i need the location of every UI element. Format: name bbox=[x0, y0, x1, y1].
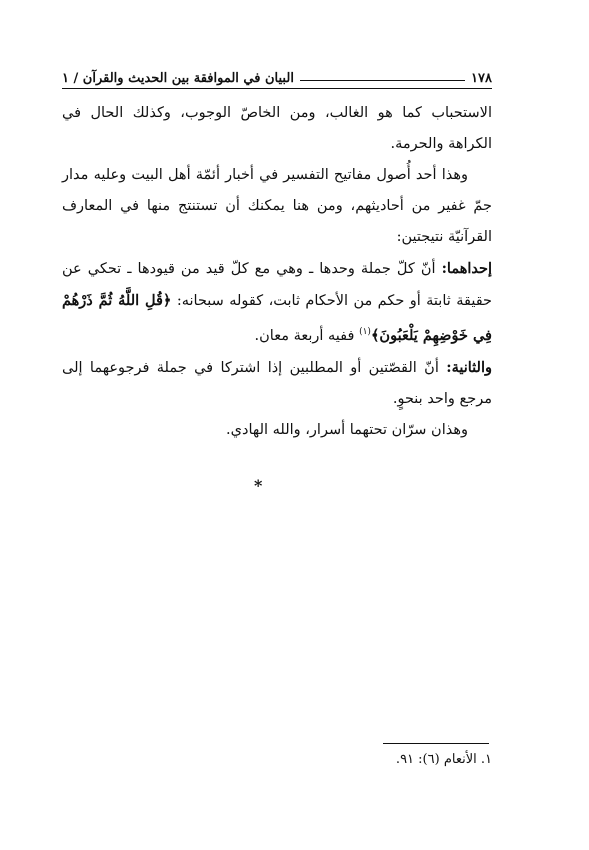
footnote-rule bbox=[383, 743, 489, 744]
footnote-ref: (١) bbox=[359, 327, 371, 337]
first-result-tail: ففيه أربعة معان. bbox=[254, 327, 360, 344]
running-title: البيان في الموافقة بين الحديث والقرآن / ١ bbox=[62, 71, 294, 86]
header-underline bbox=[62, 88, 492, 89]
page-header bbox=[62, 64, 492, 86]
paragraph-5: وهذان سرّان تحتهما أسرار، والله الهادي. bbox=[226, 421, 468, 438]
page-number: ١٧٨ bbox=[471, 71, 492, 86]
paragraph-2: وهذا أحد أُصول مفاتيح التفسير في أخبار أئمّة أهل البيت وعليه مدار جمّ غفير من أحاديثهم، ومن هنا يمكنك أن تستنتج منها في المعارف القرآنيّة نتيجتين: bbox=[62, 167, 492, 245]
body-text bbox=[62, 98, 492, 446]
paragraph-3 bbox=[62, 253, 492, 352]
paragraph-1: الاستحباب كما هو الغالب، ومن الخاصّ الوجوب، وكذلك الحال في الكراهة والحرمة. bbox=[62, 105, 492, 152]
second-result-text: أنّ القصّتين أو المطلبين إذا اشتركا في جملة فرجوعهما إلى مرجع واحد بنحوٍ. bbox=[62, 359, 492, 407]
paragraph-4 bbox=[62, 352, 492, 415]
first-result-text: أنّ كلّ جملة وحدها ـ وهي مع كلّ قيد من قيودها ـ تحكي عن حقيقة ثابتة أو حكم من الأحكام ثابت، كقوله سبحانه: bbox=[62, 261, 492, 309]
section-separator: * bbox=[254, 476, 263, 495]
footnote: ١. الأنعام (٦): ٩١. bbox=[395, 752, 492, 767]
first-result-label: إحداهما: bbox=[441, 260, 492, 277]
header-rule bbox=[300, 80, 465, 81]
quran-verse: ﴿قُلِ اللَّهُ ثُمَّ ذَرْهُمْ فِي خَوْضِهِمْ يَلْعَبُونَ﴾ bbox=[62, 292, 492, 344]
second-result-label: والثانية: bbox=[446, 358, 492, 376]
